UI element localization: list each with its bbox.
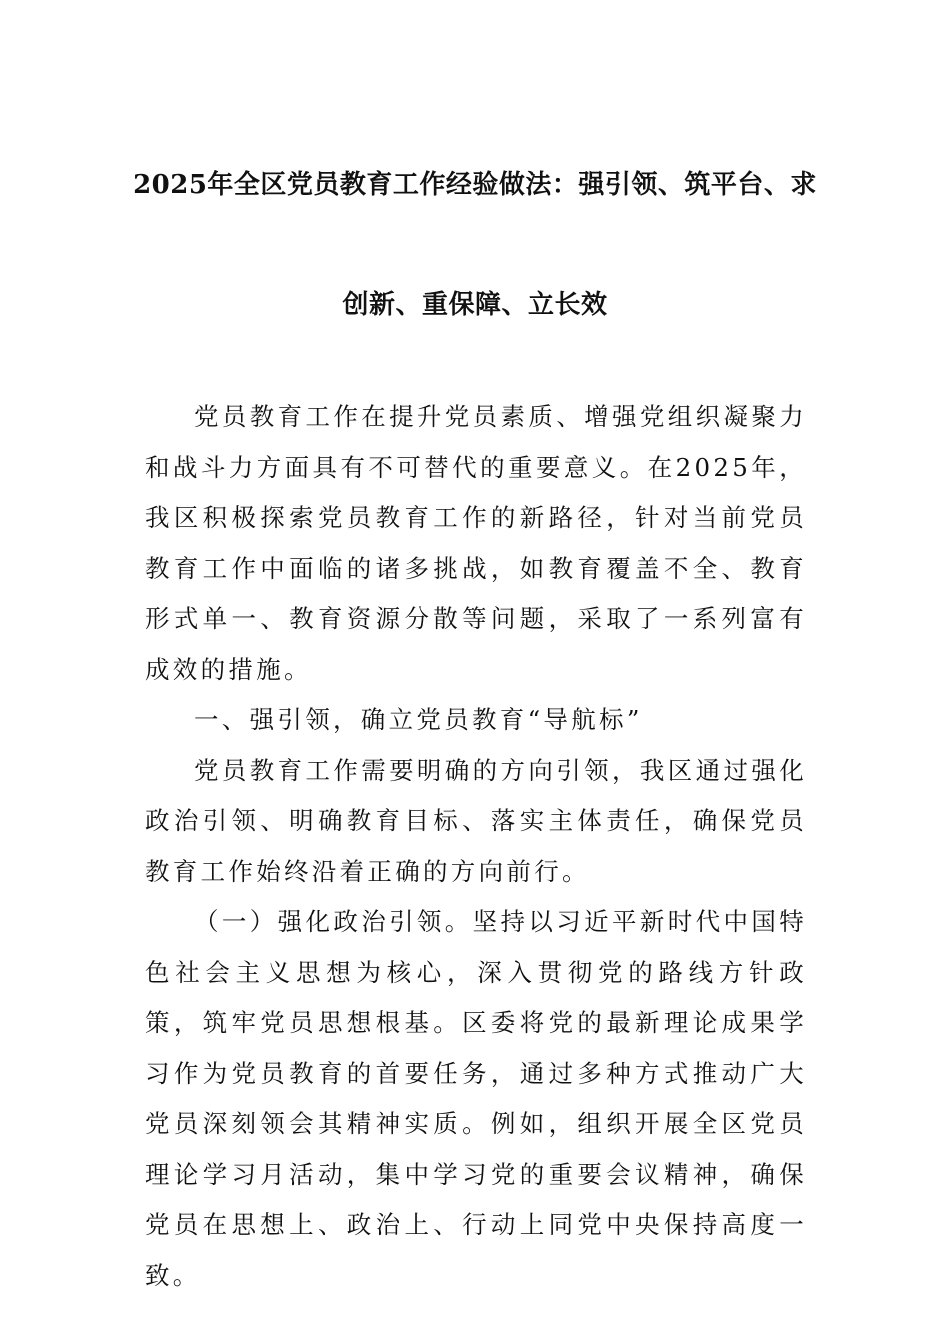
intro-paragraph: 党员教育工作在提升党员素质、增强党组织凝聚力和战斗力方面具有不可替代的重要意义。在2025年，我区积极探索党员教育工作的新路径，针对当前党员教育工作中面临的诸多挑战，如教育覆盖不全、教育形式单一、教育资源分散等问题，采取了一系列富有成效的措施。: [145, 402, 807, 684]
document-title-line-1: 2025年全区党员教育工作经验做法：强引领、筑平台、求: [133, 170, 817, 200]
document-title-line-2: 创新、重保障、立长效: [342, 290, 608, 320]
section-1-intro-paragraph: 党员教育工作需要明确的方向引领，我区通过强化政治引领、明确教育目标、落实主体责任，确保党员教育工作始终沿着正确的方向前行。: [145, 755, 807, 886]
section-1-heading: 一、强引领，确立党员教育“导航标”: [194, 705, 643, 734]
document-body: [145, 392, 807, 1301]
section-1-item-1-paragraph: （一）强化政治引领。坚持以习近平新时代中国特色社会主义思想为核心，深入贯彻党的路线方针政策，筑牢党员思想根基。区委将党的最新理论成果学习作为党员教育的首要任务，通过多种方式推动广大党员深刻领会其精神实质。例如，组织开展全区党员理论学习月活动，集中学习党的重要会议精神，确保党员在思想上、政治上、行动上同党中央保持高度一致。: [145, 907, 807, 1290]
